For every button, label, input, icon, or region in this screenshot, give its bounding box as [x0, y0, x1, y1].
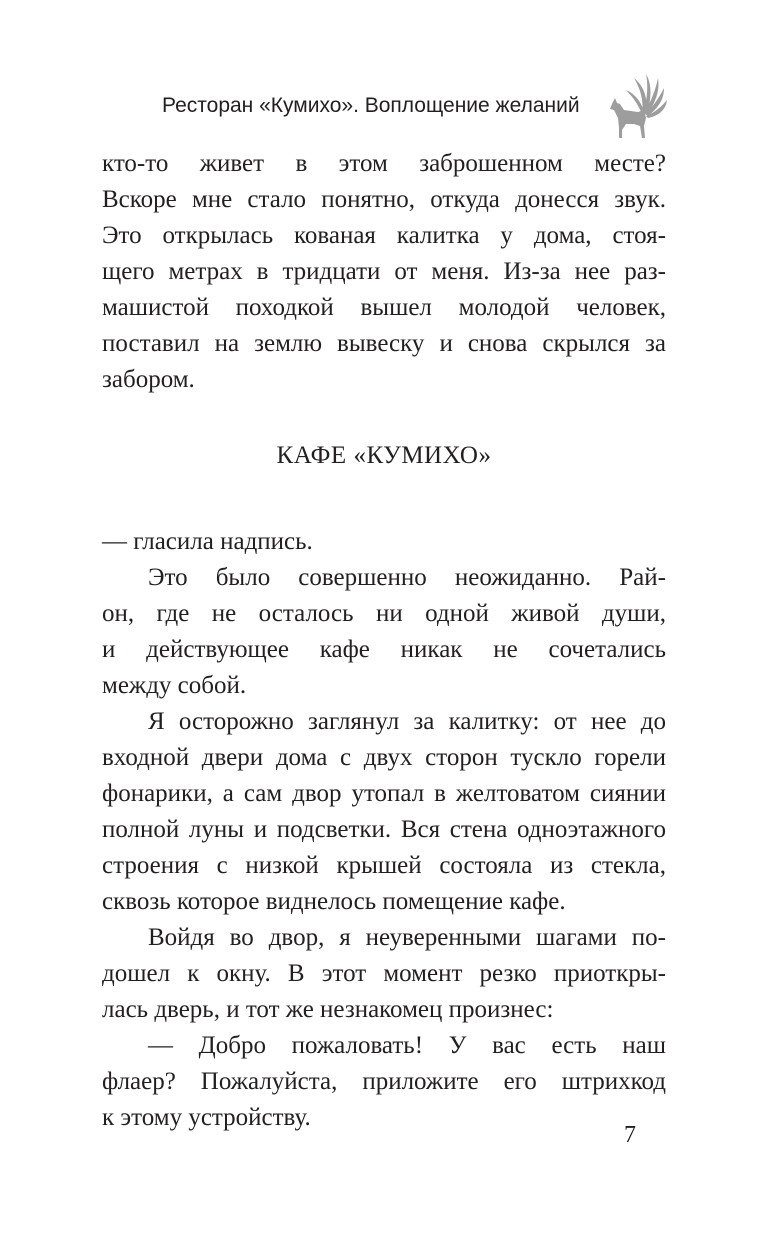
paragraph	[102, 704, 666, 920]
text-line: полной луны и подсветки. Вся стена одноэтажного	[102, 816, 666, 843]
text-line: щего метрах в тридцати от меня. Из-за нее раз-	[102, 258, 666, 285]
running-title: Ресторан «Кумихо». Воплощение желаний	[162, 94, 580, 117]
text-line: и действующее кафе никак не сочетались	[102, 636, 666, 663]
paragraph	[102, 146, 666, 398]
text-line: забором.	[102, 366, 195, 393]
text-line: между собой.	[102, 672, 247, 699]
text-line: Это было совершенно неожиданно. Рай-	[148, 564, 666, 591]
text-line: дошел к окну. В этот момент резко приоткры-	[102, 960, 666, 987]
paragraph	[102, 920, 666, 1028]
text-line: флаер? Пожалуйста, приложите его штрихкод	[102, 1068, 666, 1095]
paragraph	[102, 560, 666, 704]
text-line: Я осторожно заглянул за калитку: от нее до	[148, 708, 666, 735]
text-line: Это открылась кованая калитка у дома, стоя-	[102, 222, 666, 249]
text-line: поставил на землю вывеску и снова скрылся за	[102, 330, 666, 357]
text-line: лась дверь, и тот же незнакомец произнес:	[102, 996, 554, 1023]
text-line: — гласила надпись.	[102, 528, 313, 555]
book-body-text	[102, 146, 666, 1136]
text-line: к этому устройству.	[102, 1104, 311, 1131]
text-line: Вскоре мне стало понятно, откуда донесся звук.	[102, 186, 666, 213]
paragraphs-after-sign	[102, 524, 666, 1136]
text-line: он, где не осталось ни одной живой души,	[102, 600, 666, 627]
text-line: сквозь которое виднелось помещение кафе.	[102, 888, 566, 915]
paragraphs-before-sign	[102, 146, 666, 398]
text-line: машистой походкой вышел молодой человек,	[102, 294, 666, 321]
nine-tailed-fox-icon	[604, 74, 668, 140]
sign-heading: КАФЕ «КУМИХО»	[276, 442, 492, 469]
text-line: строения с низкой крышей состояла из стекла,	[102, 852, 666, 879]
page-number: 7	[624, 1122, 636, 1148]
text-line: кто-то живет в этом заброшенном месте?	[102, 150, 666, 177]
paragraph	[102, 524, 666, 560]
paragraph	[102, 1028, 666, 1136]
text-line: входной двери дома с двух сторон тускло горели	[102, 744, 666, 771]
text-line: — Добро пожаловать! У вас есть наш	[148, 1032, 666, 1059]
text-line: Войдя во двор, я неуверенными шагами по-	[148, 924, 666, 951]
text-line: фонарики, а сам двор утопал в желтоватом сиянии	[102, 780, 666, 807]
